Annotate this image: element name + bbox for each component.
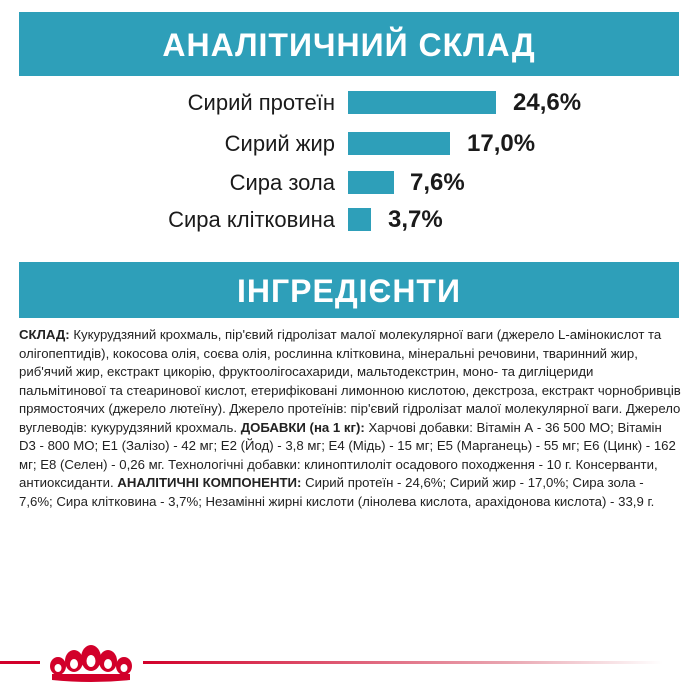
- analysis-row-value: 7,6%: [410, 169, 465, 196]
- footer-line-left: [0, 661, 40, 664]
- analysis-row-label: Сирий протеїн: [187, 90, 335, 115]
- analysis-row-value: 24,6%: [513, 89, 582, 116]
- additives-text: Харчові добавки: Вітамін А - 36 500 МО; Вітамін D3 - 800 МО; E1 (Залізо) - 42 мг; E2 (Йод) - 3,8 мг; E4 (Мідь) - 15 мг; E5 (Марганець) - 55 мг; E6 (Цинк) - 162 мг; E8 (Селен) - 0,26 мг. Технологічні добавки: клиноптилоліт осадового походження - 10 г. Консерванти, антиоксиданти.: [19, 419, 676, 490]
- composition-text-block: [19, 326, 681, 511]
- analysis-row-bar: [348, 208, 371, 231]
- analysis-row-value: 3,7%: [388, 206, 443, 233]
- analysis-row-value: 17,0%: [467, 130, 536, 157]
- analysis-row-label: Сира зола: [229, 170, 335, 195]
- analysis-row: [0, 129, 700, 159]
- analysis-row: [0, 88, 700, 118]
- analysis-chart: [0, 80, 700, 255]
- analysis-row-label: Сира клітковина: [168, 207, 335, 232]
- analytical-components-text: Сирий протеїн - 24,6%; Сирий жир - 17,0%; Сира зола - 7,6%; Сира клітковина - 3,7%; Незамінні жирні кислоти (лінолева кислота, арахідонова кислота) - 33,9 г.: [19, 475, 655, 509]
- composition-label: СКЛАД:: [19, 327, 70, 342]
- analysis-row-bar: [348, 132, 450, 155]
- analysis-title-banner: [19, 12, 679, 76]
- analysis-title: АНАЛІТИЧНИЙ СКЛАД: [162, 27, 536, 63]
- analysis-row: [0, 168, 700, 198]
- analysis-row-bar: [348, 171, 394, 194]
- composition-text: Кукурудзяний крохмаль, пір'євий гідролізат малої молекулярної ваги (джерело L-амінокислот та олігопептидів), кокосова олія, соєва олія, рослинна клітковина, мінеральні речовини, тваринний жир, риб'ячий жир, екстракт цикорію, фруктоолігосахариди, мальтодекстрин, моно- та дигліцериди пальмітинової та стеаринової кислот, етерифіковані лимонною кислотою, декстроза, екстракт чорнобривців прямостоячих (джерело лютеїну). Джерело протеїнів: пір'євий гідролізат малої молекулярної ваги. Джерело вуглеводів: кукурудзяний крохмаль.: [19, 327, 681, 435]
- analysis-row: [0, 205, 700, 235]
- brand-footer: [0, 640, 700, 700]
- ingredients-title-banner: [19, 262, 679, 318]
- royal-canin-crown-icon: [42, 644, 140, 684]
- analysis-row-label: Сирий жир: [224, 131, 335, 156]
- additives-label: ДОБАВКИ (на 1 кг):: [240, 419, 365, 435]
- ingredients-title: ІНГРЕДІЄНТИ: [237, 273, 461, 309]
- analysis-row-bar: [348, 91, 496, 114]
- analytical-components-label: АНАЛІТИЧНІ КОМПОНЕНТИ:: [117, 475, 302, 490]
- footer-line-right: [143, 661, 663, 664]
